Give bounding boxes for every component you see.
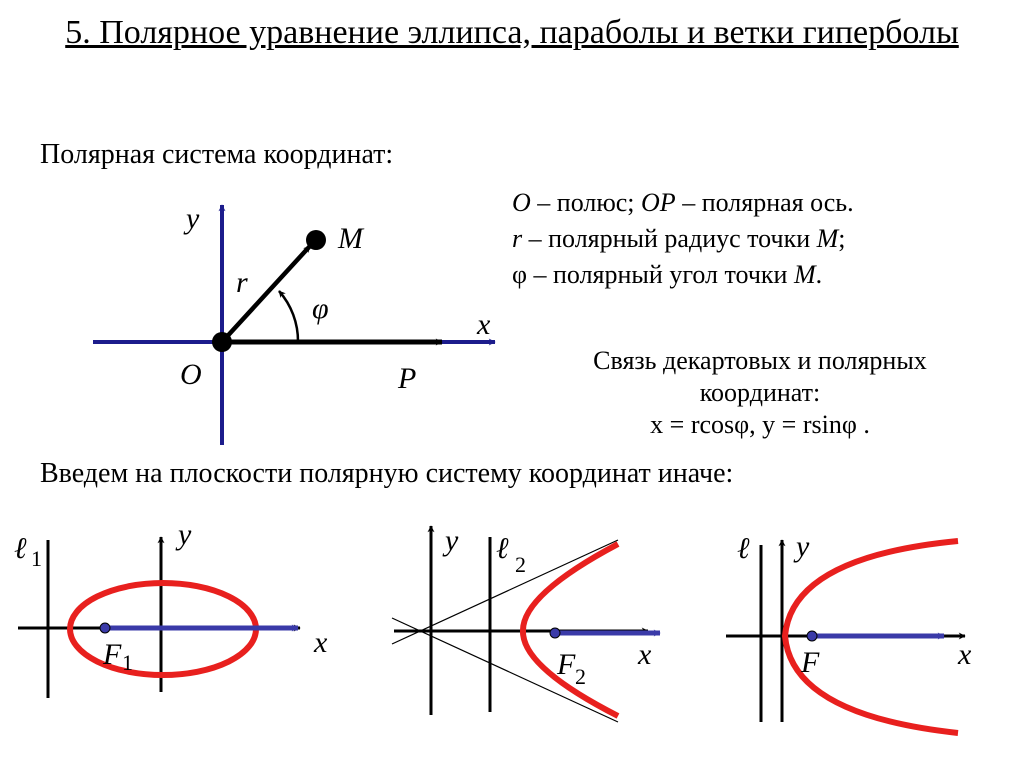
directrix-label: ℓ — [14, 532, 27, 565]
definition-pole: O – полюс; OP – полярная ось. — [512, 188, 854, 217]
hyperbola-diagram — [392, 524, 660, 722]
focus-point — [807, 631, 817, 641]
relation-formula: x = rcosφ, y = rsinφ . — [650, 410, 870, 439]
focus-index: 2 — [575, 664, 586, 689]
directrix-index: 2 — [515, 552, 526, 577]
o-label: O — [180, 358, 202, 391]
relation-line-1: Связь декартовых и полярных — [593, 346, 927, 375]
parabola-diagram — [726, 530, 972, 733]
x-label: x — [314, 626, 328, 659]
y-label: y — [178, 518, 192, 551]
x-label: x — [638, 638, 652, 671]
relation-line-2: координат: — [699, 378, 821, 407]
focus-label: F — [801, 646, 820, 679]
ellipse-diagram — [14, 518, 328, 698]
y-label: y — [445, 524, 459, 557]
focus-point — [100, 623, 110, 633]
x-label: x — [958, 638, 972, 671]
x-label: x — [477, 308, 491, 341]
focus-label: F — [103, 638, 122, 671]
pole-point — [212, 332, 232, 352]
angle-arc — [279, 291, 298, 342]
directrix-index: 1 — [31, 546, 42, 571]
phi-label: φ — [312, 292, 329, 325]
y-label: y — [186, 202, 200, 235]
point-m — [306, 230, 326, 250]
directrix-label: ℓ — [496, 532, 509, 565]
slide-title: 5. Полярное уравнение эллипса, параболы и ветки гиперболы — [65, 14, 959, 51]
focus-label: F — [557, 648, 576, 681]
y-label: y — [796, 530, 810, 563]
subtitle: Полярная система координат: — [40, 139, 394, 170]
intro-text: Введем на плоскости полярную систему координат иначе: — [40, 458, 734, 489]
directrix-label: ℓ — [737, 532, 750, 565]
polar-diagram — [93, 202, 495, 445]
r-label: r — [236, 266, 248, 299]
focus-point — [550, 628, 560, 638]
m-label: M — [338, 222, 363, 255]
p-label: P — [398, 362, 417, 395]
definition-radius: r – полярный радиус точки M; — [512, 224, 846, 253]
definition-angle: φ – полярный угол точки M. — [512, 260, 823, 289]
focus-index: 1 — [122, 650, 133, 675]
